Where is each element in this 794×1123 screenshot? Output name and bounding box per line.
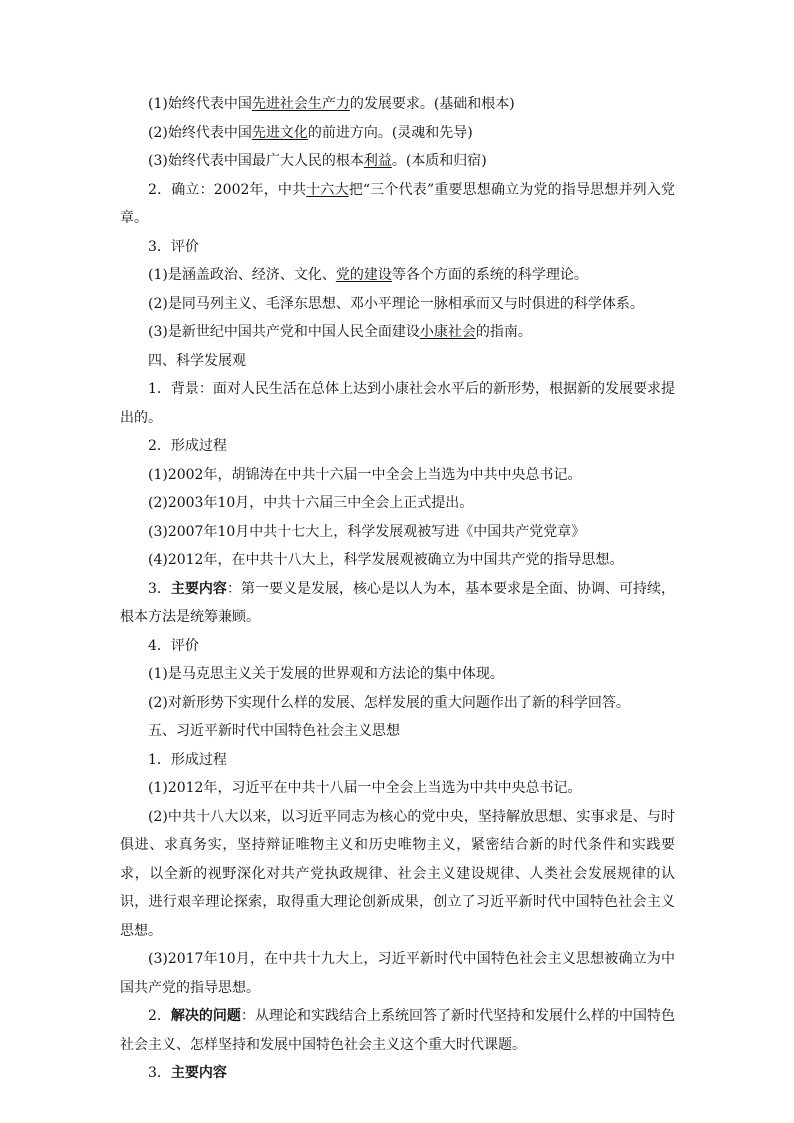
paragraph: 1．背景：面对人民生活在总体上达到小康社会水平后的新形势，根据新的发展要求提出的。 — [120, 381, 675, 426]
section-heading — [120, 1059, 675, 1088]
paragraph-line: (2)2003年10月，中共十六届三中全会上正式提出。 — [148, 495, 474, 511]
text: 等各个方面的系统的科学理论。 — [391, 267, 588, 283]
text: 2．确立：2002年，中共 — [148, 181, 307, 198]
bold-term: 解决的问题 — [170, 1008, 241, 1024]
paragraph-line: (1)2002年，胡锦涛在中共十六届一中全会上当选为中共中央总书记。 — [148, 466, 582, 483]
paragraph — [120, 1002, 675, 1059]
underlined-term: 先进文化 — [251, 124, 308, 141]
text: 。(本质和归宿) — [391, 153, 487, 169]
paragraph: (3)2017年10月，在中共十九大上，习近平新时代中国特色社会主义思想被确立为中国共产党的指导思想。 — [120, 951, 675, 996]
paragraph-line: (3)2007年10月中共十七大上，科学发展观被写进《中国共产党党章》 — [148, 523, 586, 540]
text: 的前进方向。(灵魂和先导) — [307, 124, 473, 141]
text: 3． — [148, 580, 171, 597]
text: (3)始终代表中国最广大人民的根本 — [148, 153, 364, 169]
paragraph — [120, 575, 675, 632]
section-heading: 1．形成过程 — [148, 751, 227, 768]
text: 2． — [148, 1008, 171, 1024]
text: (3)是新世纪中国共产党和中国人民全面建设 — [148, 324, 420, 340]
paragraph-line — [120, 119, 675, 148]
text: (1)是涵盖政治、经济、文化、 — [148, 267, 336, 283]
paragraph-line — [120, 261, 675, 290]
paragraph-line: (2)对新形势下实现什么样的发展、怎样发展的重大问题作出了新的科学回答。 — [148, 694, 630, 711]
chapter-heading: 五、习近平新时代中国特色社会主义思想 — [148, 723, 400, 739]
text: 把“三个代表”重要思想确立为党的指导思想并列入党章。 — [120, 181, 675, 226]
paragraph-line: (1)2012年，习近平在中共十八届一中全会上当选为中共中央总书记。 — [148, 780, 582, 796]
paragraph-line — [120, 318, 675, 347]
paragraph: (2)中共十八大以来，以习近平同志为核心的党中央，坚持解放思想、实事求是、与时俱进、求真务实，坚持辩证唯物主义和历史唯物主义，紧密结合新的时代条件和实践要求，以全新的视野深化对共产党执政规律、社会主义建设规律、人类社会发展规律的认识，进行艰辛理论探索，取得重大理论创新成果，创立了习近平新时代中国特色社会主义思想。 — [120, 808, 675, 939]
paragraph-line: (4)2012年，在中共十八大上，科学发展观被确立为中国共产党的指导思想。 — [148, 552, 624, 568]
paragraph-line — [120, 90, 675, 119]
text: (2)始终代表中国 — [148, 124, 252, 141]
text: 3． — [148, 1065, 171, 1081]
underlined-term: 利益 — [363, 153, 392, 169]
paragraph — [120, 176, 675, 233]
paragraph-line — [120, 147, 675, 176]
text: 的发展要求。(基础和根本) — [349, 96, 515, 112]
text: ：第一要义是发展，核心是以人为本，基本要求是全面、协调、可持续，根本方法是统筹兼顾。 — [120, 580, 676, 625]
section-heading: 4．评价 — [148, 637, 199, 654]
paragraph-line: (1)是马克思主义关于发展的世界观和方法论的集中体现。 — [148, 666, 504, 682]
text: (1)始终代表中国 — [148, 96, 252, 112]
bold-term: 主要内容 — [170, 580, 227, 597]
text: 的指南。 — [475, 324, 532, 340]
paragraph-line: (2)是同马列主义、毛泽东思想、邓小平理论一脉相承而又与时俱进的科学体系。 — [148, 295, 644, 312]
underlined-term: 党的建设 — [335, 267, 392, 283]
bold-term: 主要内容 — [170, 1065, 227, 1081]
text: ：从理论和实践结合上系统回答了新时代坚持和发展什么样的中国特色社会主义、怎样坚持和发展中国特色社会主义这个重大时代课题。 — [120, 1008, 675, 1053]
section-heading: 2．形成过程 — [148, 438, 227, 454]
underlined-term: 先进 — [251, 96, 280, 112]
underlined-term: 社会生产力 — [279, 96, 350, 112]
underlined-term: 十六大 — [306, 181, 349, 198]
underlined-term: 小康社会 — [419, 324, 476, 340]
document-page — [120, 90, 675, 1088]
section-heading: 3．评价 — [148, 238, 199, 255]
chapter-heading: 四、科学发展观 — [148, 352, 246, 369]
